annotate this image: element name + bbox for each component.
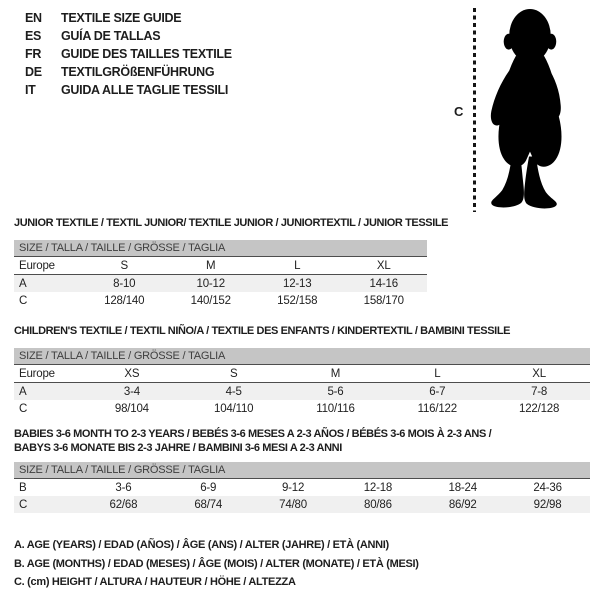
children-table-title: CHILDREN'S TEXTILE / TEXTIL NIÑO/A / TEXTILE DES ENFANTS / KINDERTEXTIL / BAMBINI TESSILE (14, 325, 511, 337)
language-title: TEXTILGRÖßENFÜHRUNG (61, 65, 215, 79)
row-label: C (19, 294, 28, 307)
size-cell: 5-6 (327, 385, 344, 398)
height-measure-dashed-line (473, 8, 476, 212)
row-label: C (19, 402, 28, 415)
junior-table-title: JUNIOR TEXTILE / TEXTIL JUNIOR/ TEXTILE JUNIOR / JUNIORTEXTIL / JUNIOR TESSILE (14, 217, 449, 229)
table-row (14, 383, 590, 401)
babies-table-title (14, 427, 491, 455)
table-row (14, 275, 427, 293)
language-code: ES (25, 29, 42, 43)
size-header-bar: SIZE / TALLA / TAILLE / GRÖSSE / TAGLIA (14, 462, 590, 479)
row-label: B (19, 481, 27, 494)
size-header-bar: SIZE / TALLA / TAILLE / GRÖSSE / TAGLIA (14, 240, 427, 257)
table-row (14, 400, 590, 417)
size-cell: 116/122 (417, 402, 457, 415)
size-cell: 122/128 (519, 402, 560, 415)
babies-size-table (14, 462, 590, 513)
size-cell: 6-9 (200, 481, 217, 494)
size-cell: 92/98 (533, 498, 562, 511)
language-row (25, 81, 232, 99)
language-row (25, 63, 232, 81)
size-cell: L (386, 365, 488, 383)
size-cell: 104/110 (214, 402, 254, 415)
footnote-b: B. AGE (MONTHS) / EDAD (MESES) / ÂGE (MOIS) / ALTER (MONATE) / ETÀ (MESI) (14, 557, 419, 570)
size-cell: XL (488, 365, 590, 383)
size-cell: S (183, 365, 285, 383)
language-row (25, 27, 232, 45)
size-cell: 62/68 (109, 498, 138, 511)
size-cell: M (285, 365, 387, 383)
children-size-table (14, 348, 590, 417)
size-cell: 6-7 (429, 385, 446, 398)
babies-table-title-line2: BABYS 3-6 MONATE BIS 2-3 JAHRE / BAMBINI 3-6 MESI A 2-3 ANNI (14, 442, 342, 454)
size-table-grid (14, 365, 590, 417)
size-cell: XL (341, 257, 428, 275)
size-cell: 10-12 (196, 277, 225, 290)
language-row (25, 45, 232, 63)
table-row (14, 365, 590, 383)
footnote-c: C. (cm) HEIGHT / ALTURA / HAUTEUR / HÖHE / ALTEZZA (14, 576, 296, 588)
size-cell: L (254, 257, 341, 275)
size-cell: M (168, 257, 255, 275)
row-label: A (19, 385, 27, 398)
babies-table-title-line1: BABIES 3-6 MONTH TO 2-3 YEARS / BEBÉS 3-6 MESES A 2-3 AÑOS / BÉBÉS 3-6 MOIS À 2-3 ANS / (14, 428, 492, 440)
size-cell: 3-4 (123, 385, 140, 398)
language-row (25, 9, 232, 27)
footnotes (14, 536, 419, 592)
language-title: GUIDE DES TAILLES TEXTILE (61, 47, 232, 61)
size-cell: 14-16 (369, 277, 398, 290)
size-cell: 4-5 (225, 385, 242, 398)
size-cell: 8-10 (113, 277, 136, 290)
size-cell: 68/74 (194, 498, 223, 511)
table-row (14, 292, 427, 309)
language-code: FR (25, 47, 42, 61)
size-cell: S (81, 257, 168, 275)
height-measure-label: C (454, 104, 464, 119)
language-title: GUIDA ALLE TAGLIE TESSILI (61, 83, 229, 97)
size-cell: 158/170 (363, 294, 404, 307)
size-cell: 12-13 (283, 277, 312, 290)
size-table-grid (14, 257, 427, 309)
language-title-list (25, 9, 232, 99)
size-cell: 3-6 (115, 481, 132, 494)
language-title: GUÍA DE TALLAS (61, 29, 161, 43)
row-label: Europe (14, 257, 81, 275)
language-title: TEXTILE SIZE GUIDE (61, 11, 182, 25)
size-cell: 98/104 (114, 402, 149, 415)
size-cell: 7-8 (531, 385, 548, 398)
size-cell: 152/158 (277, 294, 318, 307)
toddler-silhouette-image (485, 6, 570, 209)
size-cell: 80/86 (364, 498, 392, 511)
size-header-bar: SIZE / TALLA / TAILLE / GRÖSSE / TAGLIA (14, 348, 590, 365)
row-label: C (19, 498, 28, 511)
size-cell: 12-18 (363, 481, 393, 494)
size-cell: 74/80 (279, 498, 307, 511)
language-code: DE (25, 65, 42, 79)
footnote-a: A. AGE (YEARS) / EDAD (AÑOS) / ÂGE (ANS) / ALTER (JAHRE) / ETÀ (ANNI) (14, 539, 389, 551)
size-cell: 18-24 (448, 481, 477, 494)
row-label: Europe (14, 365, 81, 383)
size-cell: 86/92 (448, 498, 477, 511)
size-table-grid (14, 479, 590, 513)
size-cell: XS (81, 365, 183, 383)
table-row (14, 257, 427, 275)
table-row (14, 479, 590, 496)
size-cell: 140/152 (190, 294, 231, 307)
language-code: IT (25, 83, 36, 97)
size-cell: 128/140 (104, 294, 145, 307)
language-code: EN (25, 11, 42, 25)
row-label: A (19, 277, 27, 290)
table-row (14, 496, 590, 513)
junior-size-table (14, 240, 427, 309)
size-cell: 24-36 (533, 481, 562, 494)
size-cell: 110/116 (316, 402, 355, 415)
size-cell: 9-12 (281, 481, 305, 494)
